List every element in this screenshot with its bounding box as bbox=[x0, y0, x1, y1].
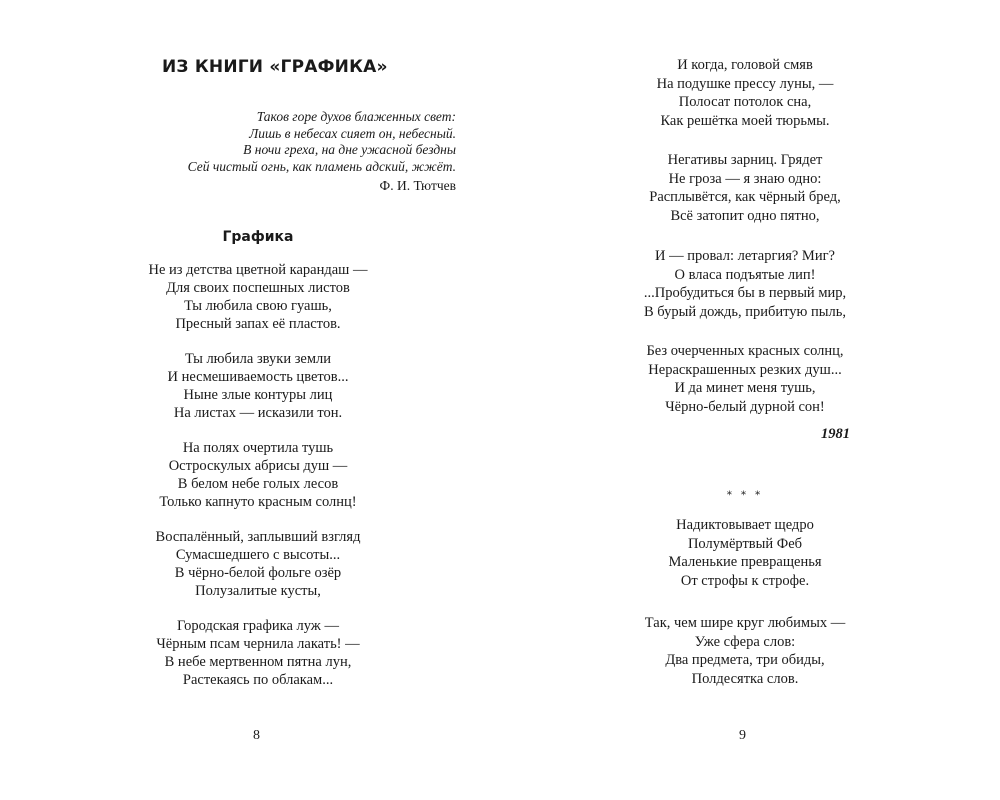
verse-line: На полях очертила тушь bbox=[182, 440, 334, 456]
verse-line: И — провал: летаргия? Миг? bbox=[655, 248, 835, 264]
verse-line: Не из детства цветной карандаш — bbox=[148, 262, 368, 278]
verse-line: Не гроза — я знаю одно: bbox=[668, 170, 822, 187]
verse-line: Чёрно-белый дурной сон! bbox=[665, 399, 825, 416]
verse-line: Без очерченных красных солнц, bbox=[646, 343, 844, 359]
verse-line: Полдесятка слов. bbox=[691, 671, 799, 688]
verse-line: Остроскулых абрисы душ — bbox=[168, 458, 348, 474]
verse-line: Два предмета, три обиды, bbox=[665, 652, 825, 669]
verse-line: Полумёртвый Феб bbox=[687, 535, 803, 552]
stanza bbox=[595, 151, 895, 226]
epigraph-line: Лишь в небесах сияет он, небесный. bbox=[249, 125, 456, 141]
stanza bbox=[108, 439, 408, 511]
verse-line: Ты любила звуки земли bbox=[184, 351, 332, 367]
stanza bbox=[595, 342, 895, 417]
section-title: ИЗ КНИГИ «ГРАФИКА» bbox=[162, 57, 388, 77]
verse-line: Как решётка моей тюрьмы. bbox=[660, 113, 830, 130]
verse-line: От строфы к строфе. bbox=[680, 573, 810, 590]
verse-line: Только капнуто красным солнц! bbox=[159, 494, 357, 510]
stanza bbox=[595, 56, 895, 131]
stanza bbox=[108, 350, 408, 422]
verse-line: В чёрно-белой фольге озёр bbox=[174, 565, 342, 581]
verse-line: Воспалённый, заплывший взгляд bbox=[155, 529, 361, 545]
epigraph-author: Ф. И. Тютчев bbox=[379, 178, 456, 193]
right-page bbox=[500, 0, 1000, 800]
verse-line: Городская графика луж — bbox=[177, 618, 339, 634]
verse-line: На подушке прессу луны, — bbox=[656, 75, 834, 92]
verse-line: Ты любила свою гуашь, bbox=[184, 298, 332, 314]
epigraph-line: Таков горе духов блаженных свет: bbox=[256, 109, 456, 124]
page-number: 8 bbox=[253, 728, 260, 743]
verse-line: Полосат потолок сна, bbox=[678, 94, 812, 111]
verse-line: И несмешиваемость цветов... bbox=[167, 369, 349, 385]
section-separator: * * * bbox=[726, 490, 764, 501]
stanza bbox=[595, 614, 895, 689]
stanza bbox=[595, 247, 895, 322]
verse-line: ...Пробудиться бы в первый мир, bbox=[643, 285, 847, 302]
poem-year: 1981 bbox=[821, 426, 850, 442]
poem-title: Графика bbox=[222, 229, 294, 245]
verse-line: Надиктовывает щедро bbox=[676, 517, 814, 533]
verse-line: Для своих поспешных листов bbox=[166, 280, 350, 296]
verse-line: Так, чем шире круг любимых — bbox=[644, 615, 846, 631]
verse-line: Расплывётся, как чёрный бред, bbox=[649, 189, 841, 206]
page-number: 9 bbox=[739, 728, 746, 743]
verse-line: Сумасшедшего с высоты... bbox=[175, 547, 341, 563]
epigraph-line: В ночи греха, на дне ужасной бездны bbox=[243, 142, 456, 157]
stanza bbox=[595, 516, 895, 591]
verse-line: Уже сфера слов: bbox=[694, 633, 796, 650]
verse-line: И когда, головой смяв bbox=[677, 57, 813, 73]
verse-line: На листах — исказили тон. bbox=[173, 405, 343, 421]
verse-line: Маленькие превращенья bbox=[668, 554, 822, 571]
verse-line: В небе мертвенном пятна лун, bbox=[164, 654, 352, 670]
verse-line: Ныне злые контуры лиц bbox=[183, 387, 333, 403]
verse-line: Растекаясь по облакам... bbox=[182, 672, 334, 688]
verse-line: О власа подъятые лип! bbox=[674, 266, 816, 283]
verse-line: Нераскрашенных резких душ... bbox=[648, 361, 842, 378]
stanza bbox=[108, 261, 408, 333]
stanza bbox=[108, 617, 408, 689]
verse-line: В белом небе голых лесов bbox=[177, 476, 339, 492]
epigraph-line: Сей чистый огнь, как пламень адский, жжёт. bbox=[187, 158, 456, 174]
epigraph bbox=[188, 109, 456, 195]
stanza bbox=[108, 528, 408, 600]
verse-line: Полузалитые кусты, bbox=[195, 583, 321, 599]
verse-line: Всё затопит одно пятно, bbox=[670, 208, 820, 225]
verse-line: Негативы зарниц. Грядет bbox=[667, 152, 823, 168]
verse-line: И да минет меня тушь, bbox=[674, 380, 816, 397]
verse-line: Пресный запах её пластов. bbox=[175, 316, 341, 332]
verse-line: Чёрным псам чернила лакать! — bbox=[156, 636, 360, 652]
verse-line: В бурый дождь, прибитую пыль, bbox=[643, 304, 846, 321]
